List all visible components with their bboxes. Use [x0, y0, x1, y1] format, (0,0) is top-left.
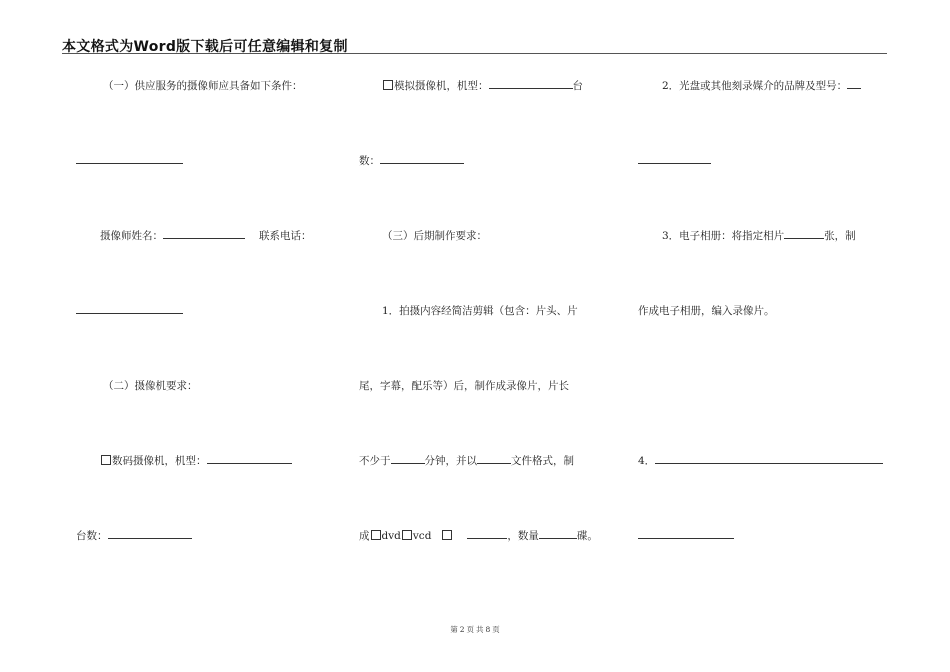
document-header-title: 本文格式为Word版下载后可任意编辑和复制: [62, 39, 348, 55]
post-item1-line-b: 尾，字幕，配乐等）后，制作成录像片，片长: [359, 380, 569, 392]
analog-camera-model-blank: [489, 80, 573, 89]
min-length-label: 不少于: [359, 455, 391, 467]
digital-camera-label: 数码摄像机，机型：: [112, 455, 207, 467]
footer-ye-2: 页: [492, 625, 500, 634]
minutes-format-label: 分钟，并以: [424, 455, 477, 467]
current-page-number: 2: [459, 625, 465, 634]
post-item1-line-a: 1．拍摄内容经简洁剪辑（包含：片头、片: [382, 305, 578, 317]
footer-di: 第: [450, 625, 458, 634]
header-divider: [62, 53, 887, 54]
dvd-checkbox[interactable]: [371, 530, 381, 540]
analog-count-blank: [380, 155, 464, 164]
other-format-blank: [467, 530, 507, 539]
make-into-label: 成: [359, 530, 370, 542]
disc-suffix: 碟。: [576, 530, 598, 542]
post-item3-row: [662, 230, 856, 242]
photo-album-label: 3．电子相册：将指定相片: [662, 230, 785, 242]
total-page-number: 8: [485, 625, 491, 634]
item4-label: 4．: [638, 455, 656, 467]
analog-tai-text: 台: [572, 80, 583, 92]
digital-count-blank: [108, 530, 192, 539]
post-production-heading: （三）后期制作要求：: [382, 230, 487, 242]
conditions-heading: （一）供应服务的摄像师应具备如下条件：: [103, 80, 303, 92]
footer-ye: 页: [466, 625, 474, 634]
photographer-row: [100, 230, 312, 242]
digital-count-label: 台数：: [76, 530, 108, 542]
digital-camera-checkbox[interactable]: [101, 455, 111, 465]
other-format-checkbox[interactable]: [442, 530, 452, 540]
media-brand-blank-2: [638, 155, 711, 164]
vcd-checkbox[interactable]: [402, 530, 412, 540]
item4-blank: [655, 455, 883, 464]
analog-count-row: [359, 155, 464, 167]
post-item1-line-d: [359, 530, 598, 542]
camera-requirements-heading: （二）摄像机要求：: [103, 380, 198, 392]
conditions-blank-line: [76, 155, 183, 167]
post-item2-row: [662, 80, 861, 92]
dvd-label: dvd: [381, 530, 401, 542]
phone-blank-line: [76, 305, 183, 317]
media-brand-blank-line: [638, 155, 711, 167]
post-item3-line-b: 作成电子相册，编入录像片。: [638, 305, 775, 317]
photo-album-suffix: 张，制: [824, 230, 856, 242]
item4-blank-line: [638, 530, 734, 542]
analog-camera-checkbox[interactable]: [383, 80, 393, 90]
footer-gong: 共: [476, 625, 484, 634]
digital-count-row: [76, 530, 192, 542]
media-brand-label: 2．光盘或其他刻录媒介的品牌及型号：: [662, 80, 848, 92]
post-item4-row: [638, 455, 883, 467]
phone-blank: [76, 305, 183, 314]
file-format-suffix: 文件格式，制: [511, 455, 574, 467]
digital-camera-model-blank: [207, 455, 292, 464]
item4-blank-2: [638, 530, 734, 539]
photographer-name-label: 摄像师姓名：: [100, 230, 163, 242]
page-footer: [0, 624, 950, 635]
analog-camera-label: 模拟摄像机，机型：: [394, 80, 489, 92]
phone-label: 联系电话：: [259, 230, 312, 242]
photographer-name-blank: [163, 230, 245, 239]
media-brand-blank: [847, 80, 861, 89]
analog-camera-row: [382, 80, 583, 92]
post-item1-line-c: [359, 455, 574, 467]
quantity-label: ，数量: [507, 530, 539, 542]
minutes-blank: [391, 455, 425, 464]
vcd-label: vcd: [412, 530, 432, 542]
analog-count-label: 数：: [359, 155, 380, 167]
blank-field: [76, 155, 183, 164]
file-format-blank: [477, 455, 511, 464]
digital-camera-row: [100, 455, 292, 467]
photo-count-blank: [784, 230, 824, 239]
disc-quantity-blank: [539, 530, 577, 539]
